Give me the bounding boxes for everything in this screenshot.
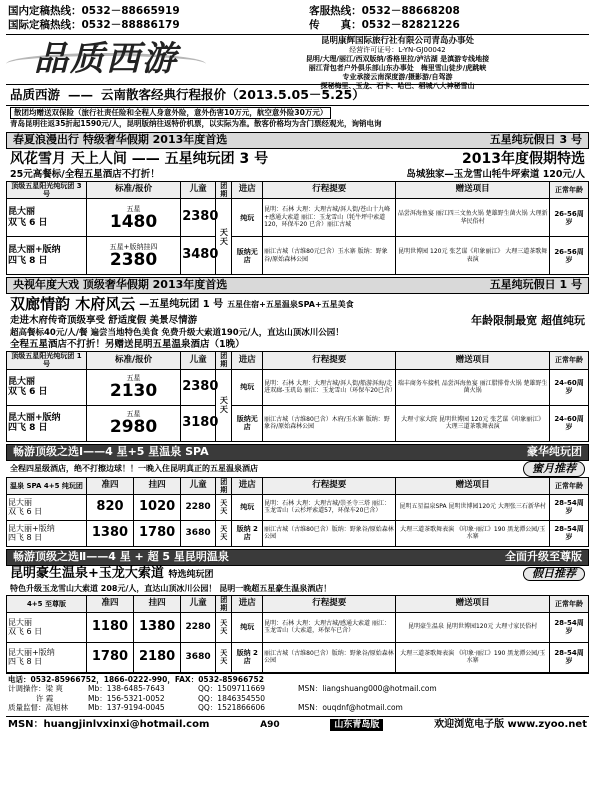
col-header: 团期 [216, 477, 232, 494]
brand-line: 探秘梅里、玉龙、石卡、哈巴、稻城八大神秘雪山 [320, 82, 475, 90]
section4-bar [6, 549, 589, 566]
itinerary: 昆明：石林 大理：大理古城/洱人街/苍山十九峰+感通大索道 丽江：玉龙雪山（牦牛坪中索道120，环保车20 已含）丽江古城 [263, 199, 396, 237]
contact-block [6, 673, 589, 714]
col-header: 准四 [86, 477, 133, 494]
route-brand: 品质西游 [10, 86, 61, 102]
age-range: 28-54周岁 [550, 520, 589, 546]
brand-line: 昆明/大理/丽江/西双版纳/香格里拉/泸沽湖 是滇游专线地接 [305, 55, 490, 63]
child-price: 2280 [181, 494, 216, 520]
child-price: 3680 [181, 642, 216, 672]
route-days: 双飞 6 日 [8, 387, 48, 398]
brand-line: 专业承接云南深度游/摄影游/自驾游 [342, 73, 453, 81]
col-header: 赠送项目 [396, 352, 550, 369]
itinerary: 丽江古城（古维80已含）版纳：野象谷/原始森林公园 [263, 520, 396, 546]
table-row [7, 405, 589, 441]
gift-items: 昆明五星温泉SPA 昆明世博园120元 大理张三石新华村 [396, 494, 550, 520]
col-header: 4+5 至尊版 [7, 595, 87, 612]
gift-items: 昆明豪生温泉 昆明世博园120元 大理寸家民俗村 [396, 612, 550, 642]
col-header: 进店 [232, 182, 263, 199]
shop-info: 版纳无店 [232, 405, 263, 441]
itinerary: 丽江古城（古维80已含）版纳：野象谷/原始森林公园 [263, 642, 396, 672]
itinerary: 丽江古城（古维80元已含）玉水寨 版纳：野象谷/原始森林公园 [263, 237, 396, 275]
col-header: 团期 [216, 595, 232, 612]
age-range: 28-54周岁 [550, 612, 589, 642]
section1-bar-right: 五星纯玩假日 3 号 [489, 133, 582, 147]
col-header: 顶级五星阳光纯玩团 3 号 [7, 182, 87, 199]
route-title: 云南散客经典行程报价（2013.5.05－5.25） [101, 86, 365, 102]
child-price: 3480 [181, 237, 216, 275]
price-premium: 1020 [134, 494, 181, 520]
contact-row [8, 694, 587, 704]
shop-info: 纯玩 [232, 612, 263, 642]
age-range: 24-60周岁 [550, 405, 589, 441]
section4-title-tail: 特选纯玩团 [168, 569, 214, 580]
contact-qq: QQ：1846354550 [198, 693, 266, 703]
section1-sub [6, 169, 589, 181]
contact-row [8, 684, 587, 694]
age-range: 28-54周岁 [550, 642, 589, 672]
col-header: 儿童 [181, 477, 216, 494]
hotline-block [6, 4, 589, 32]
itinerary: 丽江古城（古维80已含）木府/玉水寨 版纳：野象谷/原始森林公园 [263, 405, 396, 441]
shop-info: 纯玩 [232, 369, 263, 405]
contact-row [8, 703, 587, 713]
gift-items: 大理寸家大院 昆明世博园 120元 张艺谋《印象丽江》 大理三道茶歌舞表演 [396, 405, 550, 441]
brand-info [206, 35, 589, 90]
child-price: 2280 [181, 612, 216, 642]
shop-info: 版纳 2 店 [232, 642, 263, 672]
contact-qq: QQ：1509711669 [198, 684, 266, 694]
departure-daily: 天天 [216, 642, 232, 672]
itinerary: 昆明：石林 大理：大理古城/感通大索道 丽江：玉龙雪山（大索道，环保车已含） [263, 612, 396, 642]
logo-swirl [6, 53, 206, 75]
domestic-number: 0532－88665919 [81, 5, 180, 17]
col-header: 温泉 SPA 4+5 纯玩团 [7, 477, 87, 494]
route-days: 双飞 6 日 [8, 507, 43, 517]
col-header: 正常年龄 [550, 182, 589, 199]
col-header: 行程提要 [263, 595, 396, 612]
section2-title [6, 294, 589, 315]
contact-qq: QQ：1521866606 [198, 703, 266, 713]
section2-title-tail: —五星纯玩团 1 号 [139, 299, 224, 311]
section3-bar-right: 豪华纯玩团 [527, 444, 582, 458]
section4-table [6, 595, 589, 673]
section3-sub [6, 461, 589, 477]
section2-sub3: 全程五星酒店不打折！另赠送昆明五星温泉酒店（1晚） [10, 339, 245, 351]
hotel-grade: 五星 [126, 410, 141, 418]
col-header: 标准/报价 [86, 182, 180, 199]
intl-label: 国际定稿热线： [8, 19, 82, 31]
contact-mobile: Mb：156-5321-0052 [88, 693, 165, 703]
logo-text: 品质西游 [34, 38, 178, 79]
table-row [7, 237, 589, 275]
hotel-grade: 五星 [126, 374, 141, 382]
gift-items: 大理三道茶歌舞表演 《印象·丽江》190 黑龙潭公园/玉水寨 [396, 642, 550, 672]
brand-header [6, 34, 589, 90]
section3-table [6, 477, 589, 547]
contact-mobile: Mb：137-9194-0045 [88, 703, 165, 713]
col-header: 标准/报价 [86, 352, 180, 369]
section4-title-text: 昆明豪生温泉+玉龙大索道 [10, 565, 164, 581]
insurance-notice: 散团均赠送双保险（旅行社责任险和全程人身意外险，意外伤害10万元，航空意外险30万元） [10, 107, 331, 119]
price-standard: 1780 [86, 642, 133, 672]
table-row [7, 369, 589, 405]
section1-title-text: 风花雪月 天上人间 —— 五星纯玩团 3 号 [10, 151, 269, 167]
company-name: 昆明康辉国际旅行社有限公司青岛办事处 [320, 36, 474, 46]
col-header: 团期 [216, 182, 232, 199]
section1-bar-left: 春夏浪漫出行 特级奢华假期 2013年度首选 [13, 133, 228, 147]
footer-msn: MSN：huangjinlvxinxi@hotmail.com [8, 719, 210, 731]
shop-info: 纯玩 [232, 199, 263, 237]
col-header: 进店 [232, 477, 263, 494]
section1-title-right: 2013年度假期特选 [462, 151, 585, 167]
section1-title [6, 149, 589, 169]
gift-items: 品尝洱海鱼宴 丽江四三文鱼火锅 楚雄野生菌火锅 大理新华民俗村 [396, 199, 550, 237]
child-price: 3180 [181, 405, 216, 441]
edition-badge: 山东青岛版 [330, 719, 383, 731]
shop-info: 纯玩 [232, 494, 263, 520]
contact-person: 许 霞 [36, 693, 54, 703]
contact-mobile: Mb：138-6485-7643 [88, 684, 165, 694]
service-number: 0532－88668208 [361, 5, 460, 17]
col-header: 正常年龄 [550, 352, 589, 369]
section3-bar [6, 444, 589, 461]
table-row [7, 199, 589, 237]
child-price: 2380 [181, 369, 216, 405]
service-label: 客服热线： [309, 5, 362, 17]
footer-website[interactable]: 欢迎浏览电子版 www.zyoo.net [434, 719, 587, 731]
col-header: 行程提要 [263, 477, 396, 494]
col-header: 赠送项目 [396, 182, 550, 199]
route-days: 四飞 8 日 [8, 423, 48, 434]
route-days: 四飞 8 日 [8, 255, 48, 266]
price-premium: 1780 [134, 520, 181, 546]
child-price: 3680 [181, 520, 216, 546]
section1-bar [6, 132, 589, 149]
route-name: 昆大丽 [8, 617, 32, 627]
itinerary: 昆明：石林 大理：大理古城/洱人街/船游洱海/走进双廊-玉玑岛 丽江：玉龙雪山（环保车20已含） [263, 369, 396, 405]
col-header: 进店 [232, 595, 263, 612]
route-name: 昆大丽+版纳 [8, 647, 55, 657]
notice-block [6, 106, 589, 130]
route-days: 四飞 8 日 [8, 657, 43, 667]
col-header: 正常年龄 [550, 595, 589, 612]
section2-title-small: 五星住宿+五星温泉SPA+五星美食 [227, 300, 354, 310]
section2-sub1-right: 年龄限制最宽 超值纯玩 [471, 314, 585, 328]
age-range: 28-54周岁 [550, 494, 589, 520]
contact-person: 质量监督：高旭林 [8, 703, 68, 713]
section2-sub1 [6, 315, 589, 327]
price: 2380 [109, 249, 158, 270]
table-row [7, 642, 589, 672]
route-name: 昆大丽+版纳 [8, 245, 61, 256]
section3-bar-left: 畅游顶级之选Ⅰ——4 星+5 星温泉 SPA [13, 444, 209, 458]
license-number: 经营许可证号：L-YN-GJ00042 [349, 46, 446, 54]
price-standard: 1180 [86, 612, 133, 642]
route-dash: —— [68, 86, 94, 102]
route-days: 双飞 6 日 [8, 217, 48, 228]
contact-msn [298, 694, 587, 704]
shop-info: 版纳 2 店 [232, 520, 263, 546]
col-header: 行程提要 [263, 352, 396, 369]
col-header: 儿童 [181, 182, 216, 199]
section2-title-text: 双廊情韵 木府风云 [10, 295, 136, 314]
departure-daily: 天天 [216, 369, 232, 441]
age-range: 26-56周岁 [550, 199, 589, 237]
col-header: 团期 [216, 352, 232, 369]
gift-items: 昆明世博园 120元 张艺谋《印象丽江》 大理三道茶歌舞表演 [396, 237, 550, 275]
departure-daily: 天天 [216, 520, 232, 546]
page-footer [6, 716, 589, 733]
domestic-label: 国内定稿热线： [8, 5, 82, 17]
col-header: 准四 [86, 595, 133, 612]
col-header: 顶级五星阳光纯玩团 1 号 [7, 352, 87, 369]
ticket-notice: 青岛昆明往返35折起1590元/人，昆明版纳往返特价机票，以实际为准。散客价格均为含门票经观光，询销电询 [10, 119, 382, 128]
contact-person: 计调操作：梁 爽 [8, 684, 63, 694]
hotel-grade: 五星 [126, 204, 141, 213]
section1-table [6, 181, 589, 275]
contact-msn: MSN：ouqdnf@hotmail.com [298, 703, 403, 713]
section4-sub: 特色升级玉龙雪山大索道 208元/人，直达山顶冰川公园！ 昆明一晚超五星豪生温泉酒店！ [10, 583, 332, 593]
holiday-badge: 假日推荐 [523, 567, 585, 582]
route-days: 四飞 8 日 [8, 533, 43, 543]
brand-line: 丽江背包者户外俱乐部山东办事处 梅里雪山徒步/虎跳峡 [308, 64, 487, 72]
price-premium: 2180 [134, 642, 181, 672]
route-name: 昆大丽+版纳 [8, 412, 61, 423]
price: 2980 [109, 417, 158, 438]
col-header: 进店 [232, 352, 263, 369]
section3-sub-text: 全程四星级酒店，绝不打擦边球！！一晚入住昆明真正的五星温泉酒店 [10, 463, 258, 473]
section1-sub-left: 25元高餐标/全程五星酒店不打折！ [10, 169, 160, 181]
col-header: 赠送项目 [396, 477, 550, 494]
price-standard: 1380 [86, 520, 133, 546]
shop-info: 版纳无店 [232, 237, 263, 275]
page-number: A90 [260, 719, 280, 730]
price-standard: 820 [86, 494, 133, 520]
contact-phone: 电话：0532-85966752，1866-0222-990，FAX：0532-85966752 [8, 674, 264, 684]
route-name: 昆大丽 [8, 207, 36, 218]
price: 1480 [109, 211, 158, 232]
col-header: 儿童 [181, 352, 216, 369]
table-row [7, 494, 589, 520]
age-range: 24-60周岁 [550, 369, 589, 405]
section1-sub-right: 岛城独家—玉龙雪山牦牛坪索道 120元/人 [406, 169, 585, 181]
col-header: 儿童 [181, 595, 216, 612]
contact-msn: MSN：liangshuang000@hotmail.com [298, 684, 437, 694]
honeymoon-badge: 蜜月推荐 [523, 461, 585, 477]
section2-bar-left: 央视年度大戏 顶级奢华假期 2013年度首选 [13, 278, 228, 292]
section2-sub1-left: 走进木府传奇顶级享受 舒适度假 美景尽情游 [10, 315, 198, 327]
fax-label: 传 真： [309, 19, 362, 31]
section2-bar [6, 277, 589, 294]
price-premium: 1380 [134, 612, 181, 642]
section2-sub2: 超高餐标40元/人/餐 遍尝当地特色美食 免费升级大索道190元/人，直达山顶冰川公园！ [10, 328, 344, 339]
intl-number: 0532－88886179 [81, 19, 180, 31]
col-header: 正常年龄 [550, 477, 589, 494]
route-name: 昆大丽 [8, 497, 32, 507]
price: 2130 [109, 381, 158, 402]
section2-bar-right: 五星纯玩假日 1 号 [489, 278, 582, 292]
departure-daily: 天天 [216, 199, 232, 275]
age-range: 26-56周岁 [550, 237, 589, 275]
itinerary: 昆明：石林 大理：大理古城/崇圣寺三塔 丽江：玉龙雪山（云杉坪索道57，环保车20已含） [263, 494, 396, 520]
col-header: 挂四 [134, 477, 181, 494]
gift-items: 大理三道茶歌舞表演 《印象·丽江》190 黑龙潭公园/玉水寨 [396, 520, 550, 546]
gift-items: 瑞丰商务车接机 品尝洱海鱼宴 丽江腊排骨火锅 楚雄野生菌火锅 [396, 369, 550, 405]
fax-number: 0532－82821226 [361, 19, 460, 31]
col-header: 赠送项目 [396, 595, 550, 612]
route-name: 昆大丽+版纳 [8, 523, 55, 533]
brand-logo [6, 35, 206, 84]
table-row [7, 612, 589, 642]
route-name: 昆大丽 [8, 376, 36, 387]
hotel-grade: 五星+版纳挂四 [109, 242, 158, 251]
col-header: 挂四 [134, 595, 181, 612]
section2-table [6, 351, 589, 441]
section4-bar-left: 畅游顶级之选Ⅱ——4 星 + 超 5 星昆明温泉 [13, 549, 229, 563]
departure-daily: 天天 [216, 494, 232, 520]
section4-bar-right: 全面升级至尊版 [505, 549, 582, 563]
section4-title [6, 566, 589, 583]
departure-daily: 天天 [216, 612, 232, 642]
table-row [7, 520, 589, 546]
col-header: 行程提要 [263, 182, 396, 199]
child-price: 2380 [181, 199, 216, 237]
route-days: 双飞 6 日 [8, 627, 43, 637]
